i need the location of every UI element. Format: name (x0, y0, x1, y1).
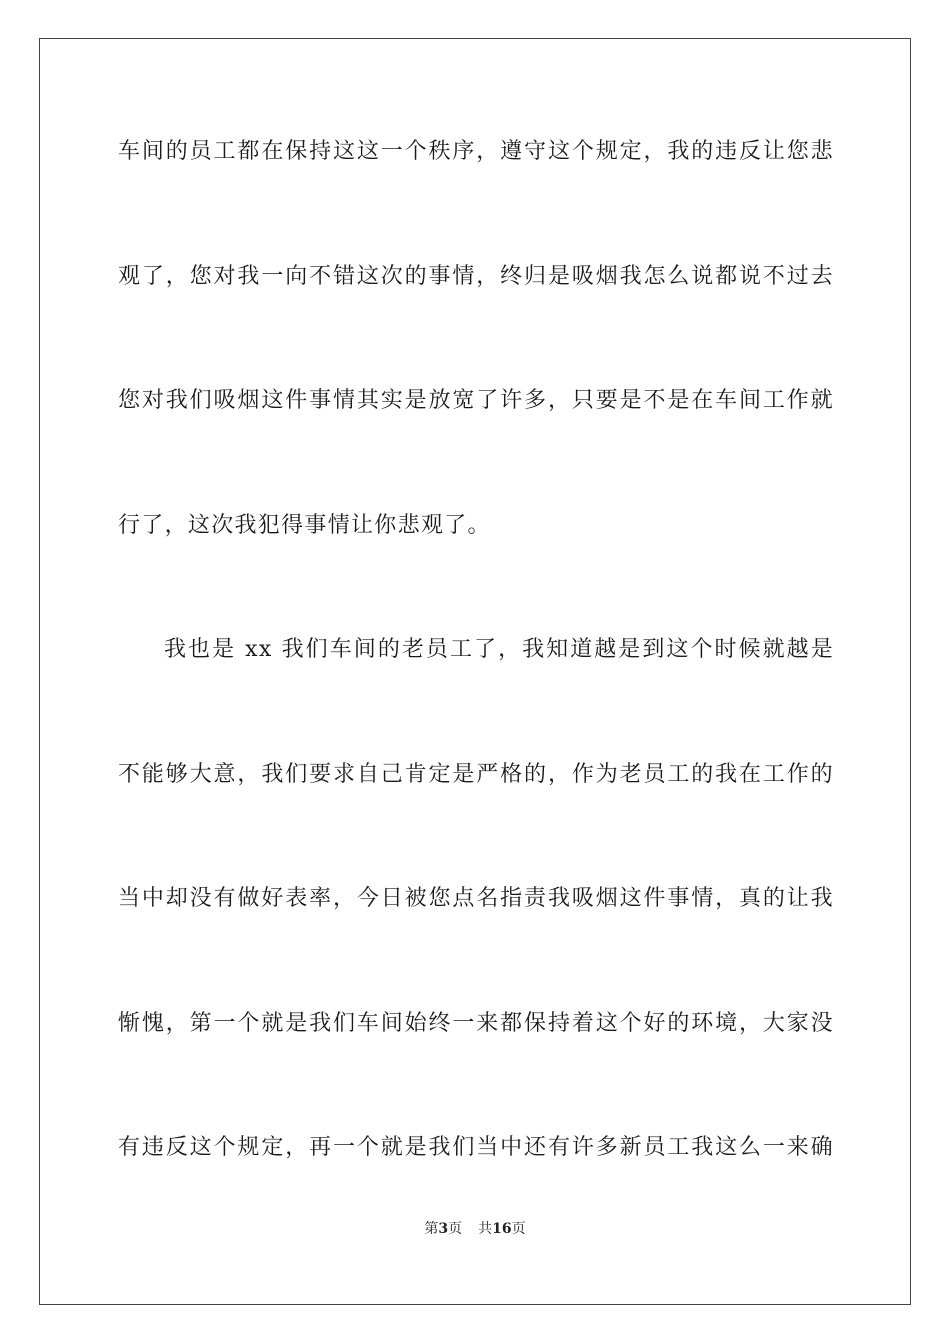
page-suffix: 页 (448, 1221, 463, 1237)
total-suffix: 页 (511, 1221, 526, 1237)
page-footer (0, 1218, 950, 1238)
total-prefix: 共 (478, 1221, 493, 1237)
text-line: 车间的员工都在保持这这一个秩序，遵守这个规定，我的违反让您悲 (118, 139, 834, 164)
total-pages-indicator (478, 1221, 525, 1237)
paragraph-start-line: 我也是 xx 我们车间的老员工了，我知道越是到这个时候就越是 (164, 637, 834, 662)
text-line: 行了，这次我犯得事情让你悲观了。 (118, 512, 491, 538)
text-line: 当中却没有做好表率，今日被您点名指责我吸烟这件事情，真的让我 (118, 886, 834, 911)
text-line: 观了，您对我一向不错这次的事情，终归是吸烟我怎么说都说不过去 (118, 263, 834, 289)
page-number-indicator (424, 1221, 462, 1237)
document-body (118, 128, 834, 1249)
text-line: 惭愧，第一个就是我们车间始终一来都保持着这个好的环境，大家没 (118, 1010, 834, 1036)
text-line: 不能够大意，我们要求自己肯定是严格的，作为老员工的我在工作的 (118, 761, 834, 787)
text-line: 有违反这个规定，再一个就是我们当中还有许多新员工我这么一来确 (118, 1135, 834, 1160)
page-number: 3 (438, 1221, 449, 1237)
text-line: 您对我们吸烟这件事情其实是放宽了许多，只要是不是在车间工作就 (118, 388, 834, 413)
page-prefix: 第 (424, 1221, 439, 1237)
total-pages: 16 (492, 1221, 512, 1237)
